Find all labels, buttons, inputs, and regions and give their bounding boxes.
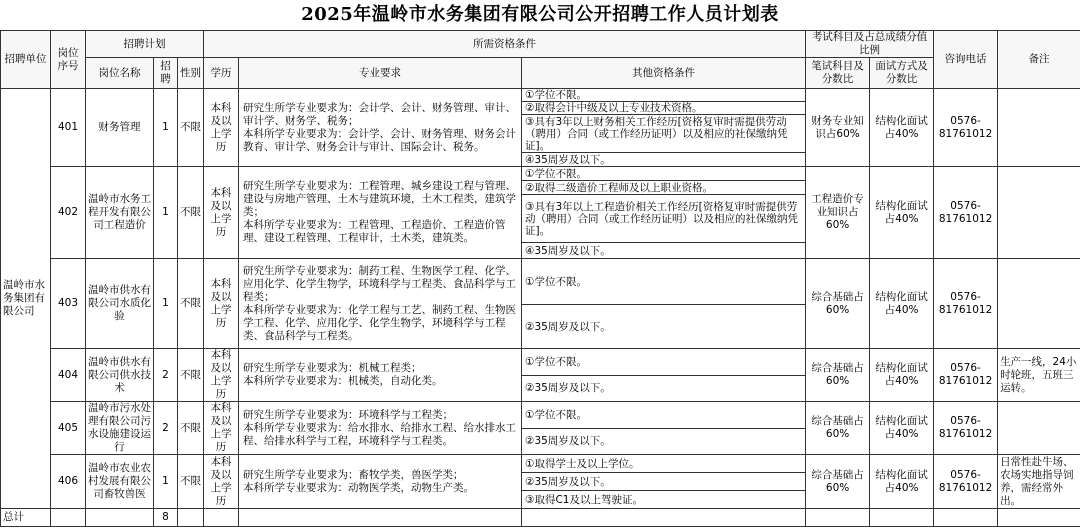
other-condition: ②取得二级造价工程师及以上职业资格。 <box>522 181 806 195</box>
other-condition: ③具有3年以上财务相关工作经历[资格复审时需提供劳动（聘用）合同（或工作经历证明）以及相应的社保缴纳凭证]。 <box>522 115 806 153</box>
total-count: 8 <box>154 509 178 527</box>
header-written: 笔试科目及分数比 <box>806 58 870 89</box>
header-plan: 招聘计划 <box>86 31 204 58</box>
table-row <box>1 167 1080 181</box>
header-education: 学历 <box>204 58 239 89</box>
interview-method: 结构化面试占40% <box>870 349 934 402</box>
post-no: 401 <box>51 89 86 167</box>
other-condition: ①学位不限。 <box>522 259 806 305</box>
other-condition: ④35周岁及以下。 <box>522 243 806 259</box>
other-condition: ②35周岁及以下。 <box>522 375 806 402</box>
gender: 不限 <box>178 259 204 349</box>
major-requirement: 研究生所学专业要求为：制药工程、生物医学工程、化学、应用化学、化学生物学，环境科学与工程类、食品科学与工程类； 本科所学专业要求为：化学工程与工艺、制药工程、生物医学工程、化学、应用化学、化学生物学，环境科学与工程类、食品科学与工程类。 <box>239 259 522 349</box>
total-row <box>1 509 1080 527</box>
interview-method: 结构化面试占40% <box>870 89 934 167</box>
written-exam: 工程造价专业知识占60% <box>806 167 870 259</box>
written-exam: 综合基础占60% <box>806 402 870 455</box>
hire-count: 1 <box>154 259 178 349</box>
contact-phone: 0576-81761012 <box>934 167 998 259</box>
education: 本科及以上学历 <box>204 89 239 167</box>
gender: 不限 <box>178 455 204 509</box>
total-empty <box>51 509 86 527</box>
post-no: 402 <box>51 167 86 259</box>
other-condition: ②35周岁及以下。 <box>522 305 806 349</box>
contact-phone: 0576-81761012 <box>934 455 998 509</box>
major-requirement: 研究生所学专业要求为：工程管理、城乡建设工程与管理、建设与房地产管理、土木与建筑环境，土木工程类，建筑学类； 本科所学专业要求为：工程管理、工程造价、工程造价管理、建设工程管理、工程审计，土木类，建筑类。 <box>239 167 522 259</box>
header-remark: 备注 <box>998 31 1080 89</box>
written-exam: 财务专业知识占60% <box>806 89 870 167</box>
other-condition: ①学位不限。 <box>522 402 806 429</box>
education: 本科及以上学历 <box>204 455 239 509</box>
post-name: 财务管理 <box>86 89 154 167</box>
other-condition: ③具有3年以上工程造价相关工作经历[资格复审时需提供劳动（聘用）合同（或工作经历证明）以及相应的社保缴纳凭证]。 <box>522 195 806 243</box>
written-exam: 综合基础占60% <box>806 455 870 509</box>
table-row <box>1 349 1080 376</box>
page-title: 2025年温岭市水务集团有限公司公开招聘工作人员计划表 <box>301 4 779 25</box>
interview-method: 结构化面试占40% <box>870 402 934 455</box>
header-post-name: 岗位名称 <box>86 58 154 89</box>
header-post-no: 岗位序号 <box>51 31 86 89</box>
education: 本科及以上学历 <box>204 402 239 455</box>
table-row <box>1 259 1080 305</box>
gender: 不限 <box>178 167 204 259</box>
total-empty <box>934 509 998 527</box>
contact-phone: 0576-81761012 <box>934 89 998 167</box>
gender: 不限 <box>178 89 204 167</box>
remark <box>998 89 1080 167</box>
header-count: 招聘 <box>154 58 178 89</box>
header-quals: 所需资格条件 <box>204 31 806 58</box>
remark <box>998 259 1080 349</box>
total-empty <box>86 509 154 527</box>
post-name: 温岭市供水有限公司水质化验 <box>86 259 154 349</box>
post-no: 404 <box>51 349 86 402</box>
total-empty <box>870 509 934 527</box>
education: 本科及以上学历 <box>204 259 239 349</box>
hire-count: 1 <box>154 455 178 509</box>
remark <box>998 402 1080 455</box>
hire-count: 1 <box>154 89 178 167</box>
total-empty <box>806 509 870 527</box>
table-row <box>1 402 1080 429</box>
other-condition: ④35周岁及以下。 <box>522 153 806 167</box>
other-condition: ①学位不限。 <box>522 167 806 181</box>
post-name: 温岭市污水处理有限公司污水设施建设运行 <box>86 402 154 455</box>
contact-phone: 0576-81761012 <box>934 349 998 402</box>
other-condition: ②35周岁及以下。 <box>522 428 806 455</box>
table-row <box>1 89 1080 102</box>
post-name: 温岭市水务工程开发有限公司工程造价 <box>86 167 154 259</box>
interview-method: 结构化面试占40% <box>870 259 934 349</box>
remark: 生产一线，24小时轮班，五班三运转。 <box>998 349 1080 402</box>
remark <box>998 167 1080 259</box>
header-exam: 考试科目及占总成绩分值比例 <box>806 31 934 58</box>
other-condition: ①学位不限。 <box>522 349 806 376</box>
post-no: 403 <box>51 259 86 349</box>
contact-phone: 0576-81761012 <box>934 259 998 349</box>
education: 本科及以上学历 <box>204 167 239 259</box>
interview-method: 结构化面试占40% <box>870 455 934 509</box>
table-row <box>1 455 1080 473</box>
other-condition: ②35周岁及以下。 <box>522 473 806 491</box>
header-phone: 咨询电话 <box>934 31 998 89</box>
header-gender: 性别 <box>178 58 204 89</box>
written-exam: 综合基础占60% <box>806 259 870 349</box>
major-requirement: 研究生所学专业要求为：畜牧学类，兽医学类； 本科所学专业要求为：动物医学类，动物生产类。 <box>239 455 522 509</box>
header-major: 专业要求 <box>239 58 522 89</box>
recruitment-plan-table <box>0 30 1080 527</box>
total-empty <box>178 509 204 527</box>
header-other: 其他资格条件 <box>522 58 806 89</box>
gender: 不限 <box>178 402 204 455</box>
remark: 日常性赴牛场、农场实地指导饲养，需经常外出。 <box>998 455 1080 509</box>
other-condition: ①学位不限。 <box>522 89 806 102</box>
hire-count: 2 <box>154 349 178 402</box>
other-condition: ②取得会计中级及以上专业技术资格。 <box>522 102 806 115</box>
post-no: 406 <box>51 455 86 509</box>
interview-method: 结构化面试占40% <box>870 167 934 259</box>
other-condition: ①取得学士及以上学位。 <box>522 455 806 473</box>
header-interview: 面试方式及分数比 <box>870 58 934 89</box>
total-empty <box>204 509 239 527</box>
unit-name: 温岭市水务集团有限公司 <box>1 89 51 509</box>
other-condition: ③取得C1及以上驾驶证。 <box>522 491 806 509</box>
major-requirement: 研究生所学专业要求为：环境科学与工程类； 本科所学专业要求为：给水排水、给排水工程、给水排水工程、给排水科学与工程，环境科学与工程类。 <box>239 402 522 455</box>
contact-phone: 0576-81761012 <box>934 402 998 455</box>
hire-count: 1 <box>154 167 178 259</box>
total-label: 总计 <box>1 509 51 527</box>
post-name: 温岭市供水有限公司供水技术 <box>86 349 154 402</box>
post-no: 405 <box>51 402 86 455</box>
major-requirement: 研究生所学专业要求为：机械工程类； 本科所学专业要求为：机械类，自动化类。 <box>239 349 522 402</box>
education: 本科及以上学历 <box>204 349 239 402</box>
major-requirement: 研究生所学专业要求为：会计学、会计、财务管理、审计、审计学、财务学、税务； 本科所学专业要求为：会计学、会计、财务管理、财务会计教育、审计学、财务会计与审计、国际会计、税务。 <box>239 89 522 167</box>
header-unit: 招聘单位 <box>1 31 51 89</box>
hire-count: 2 <box>154 402 178 455</box>
gender: 不限 <box>178 349 204 402</box>
post-name: 温岭市农业农村发展有限公司畜牧兽医 <box>86 455 154 509</box>
total-empty <box>998 509 1080 527</box>
total-empty <box>522 509 806 527</box>
written-exam: 综合基础占60% <box>806 349 870 402</box>
total-empty <box>239 509 522 527</box>
